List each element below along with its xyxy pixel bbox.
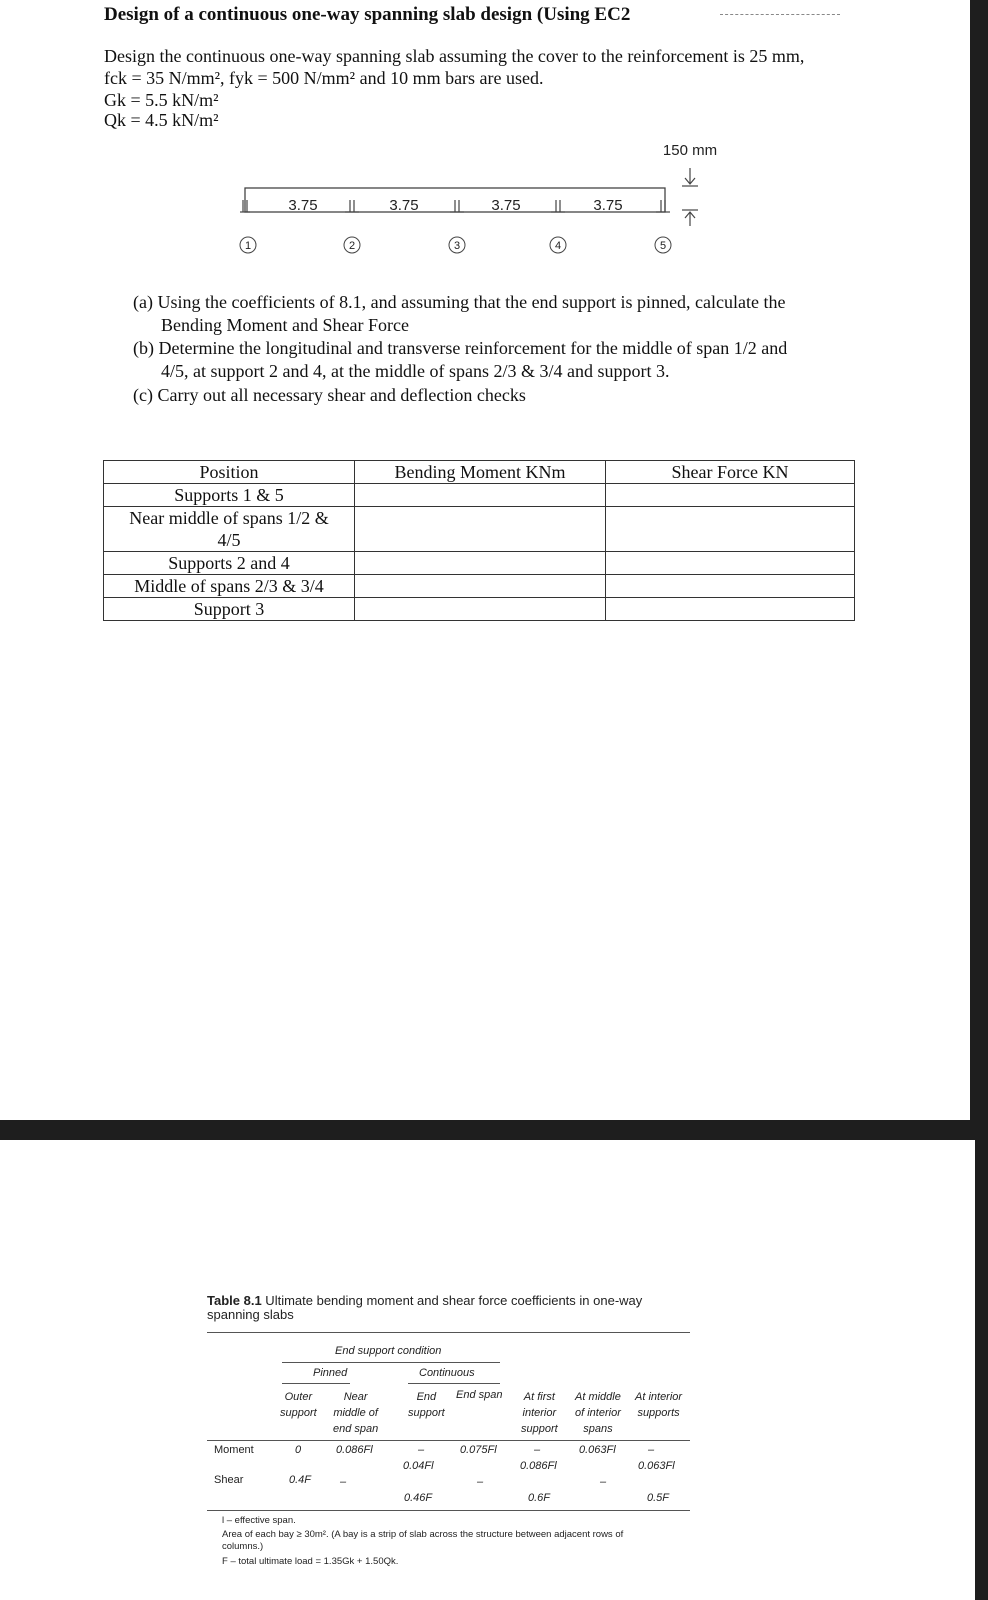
- header-end-support-condition: End support condition: [335, 1345, 442, 1357]
- shear-near-middle-dash: –: [340, 1476, 347, 1488]
- table81-caption: [207, 1293, 642, 1308]
- row-position: Support 3: [104, 598, 355, 621]
- table-row: [104, 507, 855, 552]
- row-position: Supports 1 & 5: [104, 484, 355, 507]
- table-header-row: [104, 461, 855, 484]
- col-end-support: End support: [408, 1391, 445, 1419]
- question-a-line-2: Bending Moment and Shear Force: [161, 315, 409, 335]
- question-b-line-2: 4/5, at support 2 and 4, at the middle of spans 2/3 & 3/4 and support 3.: [161, 361, 670, 381]
- support-number-3: 3: [453, 240, 461, 252]
- moment-end-support-value: 0.04Fl: [403, 1460, 434, 1472]
- note-effective-span: l – effective span.: [222, 1515, 296, 1526]
- moment-first-interior-dash: –: [534, 1444, 541, 1456]
- span-label-3: 3.75: [491, 197, 521, 214]
- table-row: [104, 575, 855, 598]
- row-position: Middle of spans 2/3 & 3/4: [104, 575, 355, 598]
- col-outer-support: Outer support: [280, 1391, 317, 1419]
- moment-end-span: 0.075Fl: [460, 1444, 497, 1456]
- span-label-1: 3.75: [288, 197, 318, 214]
- table-row: [104, 484, 855, 507]
- table81-top-rule: [207, 1332, 690, 1333]
- span-label-2: 3.75: [389, 197, 419, 214]
- shear-end-support: 0.46F: [404, 1492, 433, 1504]
- thickness-label: 150 mm: [662, 142, 718, 159]
- page-title: Design of a continuous one-way spanning slab design (Using EC2: [104, 4, 631, 25]
- moment-outer-support: 0: [295, 1444, 302, 1456]
- moment-near-middle: 0.086Fl: [336, 1444, 373, 1456]
- row-bending-moment: [355, 507, 606, 552]
- intro-line-1: Design the continuous one-way spanning slab assuming the cover to the reinforcement is 25 mm,: [104, 46, 805, 66]
- shear-end-span-dash: –: [477, 1476, 484, 1488]
- row-shear-force: [606, 598, 855, 621]
- col-end-span: End span: [456, 1389, 503, 1401]
- shear-outer-support: 0.4F: [289, 1474, 312, 1486]
- table81-caption-text: Ultimate bending moment and shear force coefficients in one-way: [261, 1293, 643, 1308]
- dark-border-right: [970, 0, 988, 1122]
- table81-header-rule: [207, 1440, 690, 1441]
- row-position: Near middle of spans 1/2 & 4/5: [104, 507, 355, 552]
- moment-interior-supports-dash: –: [648, 1444, 655, 1456]
- col-near-middle: Near middle of end span: [333, 1391, 379, 1435]
- shear-middle-interior-dash: –: [600, 1476, 607, 1488]
- span-label-4: 3.75: [593, 197, 623, 214]
- intro-line-2: fck = 35 N/mm², fyk = 500 N/mm² and 10 mm bars are used.: [104, 68, 544, 88]
- moment-end-support-dash: –: [418, 1444, 425, 1456]
- col-middle-interior: At middle of interior spans: [575, 1391, 621, 1435]
- title-dotted-tail: [720, 14, 840, 16]
- header-pinned: Pinned: [313, 1367, 348, 1379]
- table81-caption-line-2: spanning slabs: [207, 1307, 294, 1322]
- header-rule-pinned: [282, 1383, 350, 1384]
- table-row: [104, 598, 855, 621]
- gk-value: Gk = 5.5 kN/m²: [104, 90, 219, 110]
- table-row: [104, 552, 855, 575]
- header-continuous: Continuous: [419, 1367, 475, 1379]
- header-rule-continuous: [408, 1383, 500, 1384]
- moment-interior-supports-value: 0.063Fl: [638, 1460, 675, 1472]
- col-interior-supports: At interior supports: [635, 1391, 683, 1419]
- note-columns: columns.): [222, 1541, 264, 1552]
- support-number-1: 1: [244, 240, 252, 252]
- support-number-2: 2: [348, 240, 356, 252]
- moment-first-interior-value: 0.086Fl: [520, 1460, 557, 1472]
- support-number-4: 4: [554, 240, 562, 252]
- row-bending-moment: [355, 575, 606, 598]
- moment-middle-interior: 0.063Fl: [579, 1444, 616, 1456]
- row-shear-force: [606, 552, 855, 575]
- row-position: Supports 2 and 4: [104, 552, 355, 575]
- row-bending-moment: [355, 598, 606, 621]
- note-total-load: F – total ultimate load = 1.35Gk + 1.50Qk.: [222, 1556, 399, 1567]
- dark-divider-band: [0, 1120, 988, 1140]
- header-position: Position: [104, 461, 355, 484]
- thickness-arrows: [682, 168, 698, 226]
- row-shear-force: [606, 575, 855, 598]
- question-a-line-1: (a) Using the coefficients of 8.1, and assuming that the end support is pinned, calculate the: [133, 292, 786, 312]
- shear-first-interior: 0.6F: [528, 1492, 551, 1504]
- slab-figure: [0, 130, 988, 270]
- row-bending-moment: [355, 484, 606, 507]
- table81-bottom-rule: [207, 1510, 690, 1511]
- question-b-line-1: (b) Determine the longitudinal and transverse reinforcement for the middle of span 1/2 and: [133, 338, 788, 358]
- design-results-table: [103, 460, 855, 621]
- row-shear-force: [606, 484, 855, 507]
- header-bending-moment: Bending Moment KNm: [355, 461, 606, 484]
- row-moment-label: Moment: [214, 1444, 254, 1456]
- note-bay-area: Area of each bay ≥ 30m². (A bay is a strip of slab across the structure between adjacent rows of: [222, 1529, 624, 1540]
- row-shear-label: Shear: [214, 1474, 244, 1486]
- qk-value: Qk = 4.5 kN/m²: [104, 110, 219, 130]
- col-first-interior: At first interior support: [521, 1391, 558, 1435]
- row-shear-force: [606, 507, 855, 552]
- table81-caption-label: Table 8.1: [207, 1293, 262, 1308]
- dark-border-right-lower: [975, 1140, 988, 1600]
- header-rule-1: [282, 1362, 500, 1363]
- row-bending-moment: [355, 552, 606, 575]
- question-c: (c) Carry out all necessary shear and deflection checks: [133, 385, 526, 405]
- support-number-5: 5: [659, 240, 667, 252]
- shear-interior-supports: 0.5F: [647, 1492, 670, 1504]
- header-shear-force: Shear Force KN: [606, 461, 855, 484]
